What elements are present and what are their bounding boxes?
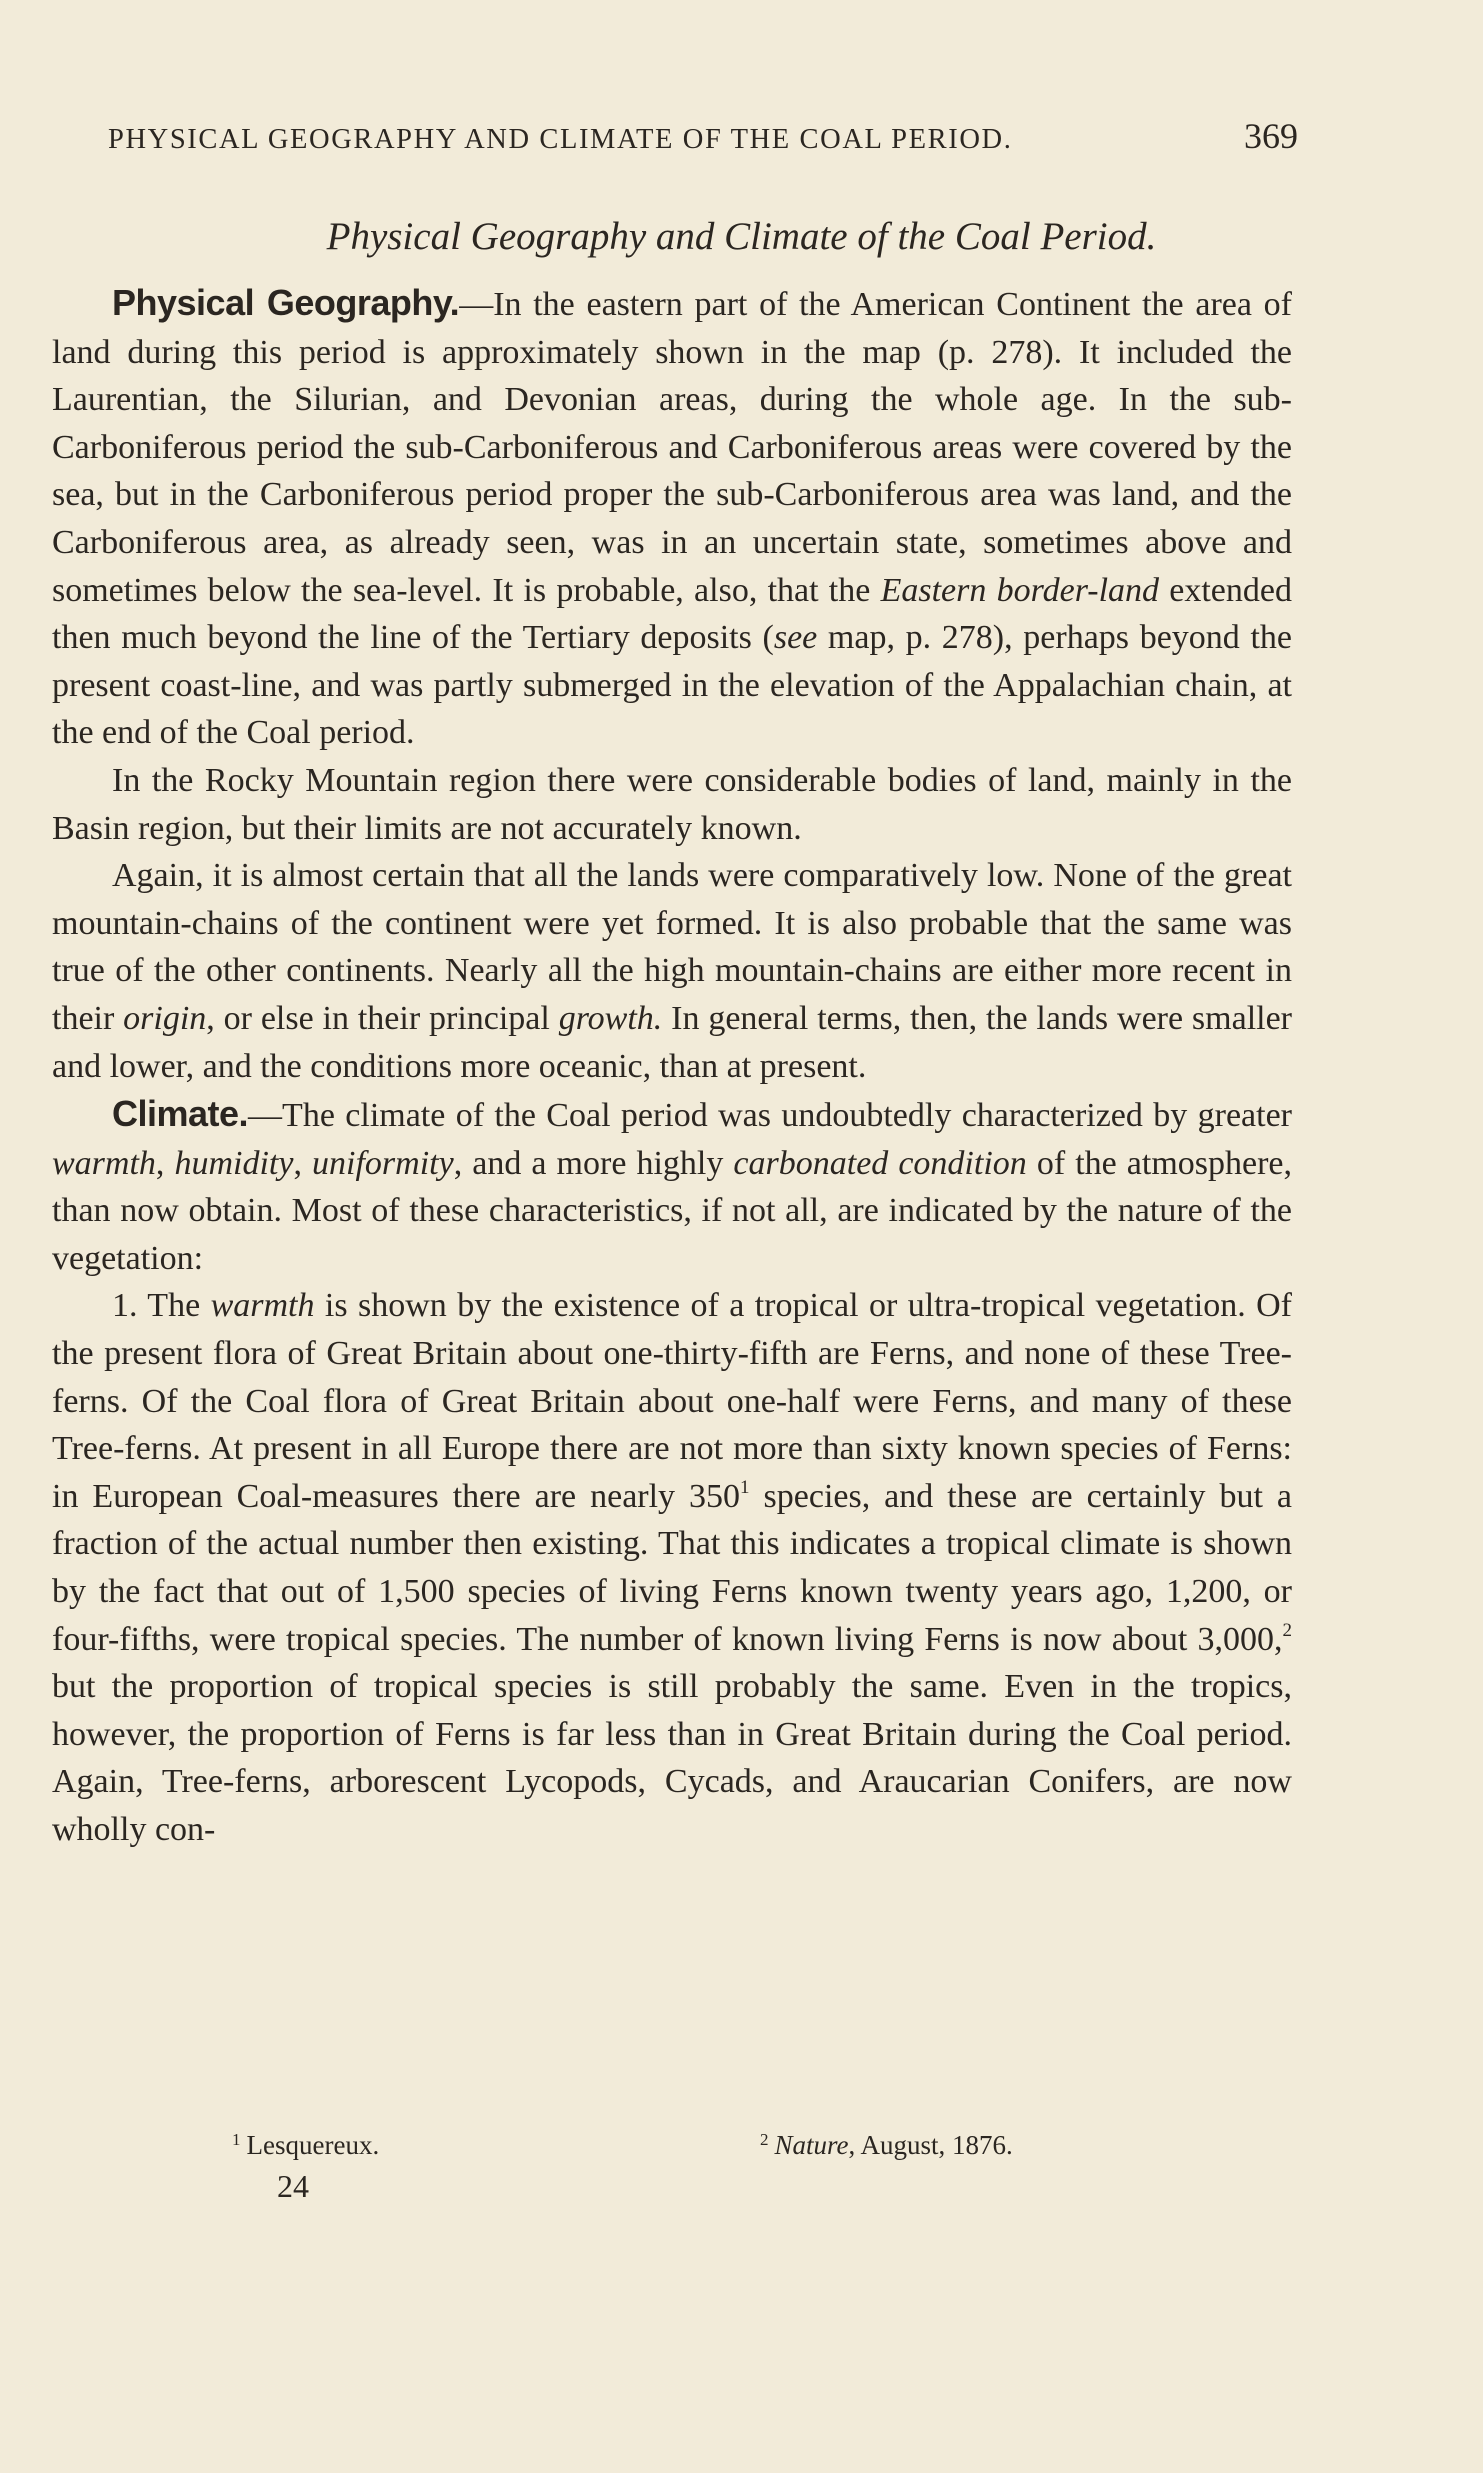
- footnote-ref-1: 1: [740, 1476, 750, 1498]
- paragraph-climate: [52, 1090, 1292, 1282]
- text-run: , and a more highly: [453, 1144, 734, 1182]
- run-in-heading-physical-geography: Physical Geography.: [112, 282, 460, 323]
- italic-term: humidity: [174, 1144, 294, 1182]
- footnote-marker: 2: [760, 2130, 769, 2149]
- italic-term: see: [773, 619, 818, 657]
- paragraph-warmth: [52, 1282, 1292, 1853]
- text-run: 1. The: [112, 1287, 211, 1325]
- text-run: map, p. 278), perhaps beyond the present coast-line, and was partly submerged in the elevation of the Appalachian chain, at the end of the Coal period.: [52, 619, 1293, 752]
- footnote-marker: 1: [232, 2130, 241, 2149]
- section-title: Physical Geography and Climate of the Coal Period.: [326, 215, 1157, 258]
- text-run: ,: [293, 1144, 313, 1182]
- text-run: species, and these are certainly but a fraction of the actual number then existing. That this indicates a tropical climate is shown by the fact that out of 1,500 species of living Ferns known twenty years ago, 1,200, or four-fifths, were tropical species. The number of known living Ferns is now about 3,000,: [52, 1477, 1293, 1658]
- footnote-ref-2: 2: [1282, 1619, 1292, 1641]
- italic-term: origin: [123, 999, 207, 1037]
- footnote-italic: Nature: [774, 2130, 849, 2160]
- text-run: is shown by the existence of a tropical or ultra-tropical vegetation. Of the present flora of Great Britain about one-thirty-fifth are Ferns, and none of these Tree-ferns. Of the Coal flora of Great Britain about one-half were Ferns, and many of these Tree-ferns. At present in all Europe there are not more than sixty known species of Ferns: in European Coal-measures there are nearly 350: [52, 1287, 1292, 1515]
- text-run: Again, it is almost certain that all the lands were comparatively low. None of the great mountain-chains of the continent were yet formed. It is also probable that the same was true of the other continents. Nearly all the high mountain-chains are either more recent in their: [52, 857, 1292, 1037]
- body-text: [52, 279, 1292, 1854]
- italic-term: carbonated condition: [733, 1144, 1027, 1182]
- footnote-text: , August, 1876.: [848, 2130, 1013, 2160]
- italic-term: uniformity: [312, 1144, 454, 1182]
- text-run: of the atmosphere, than now obtain. Most of these characteristics, if not all, are indicated by the nature of the vegetation:: [52, 1144, 1293, 1277]
- italic-term: growth.: [558, 999, 663, 1037]
- signature-mark: 24: [277, 2168, 309, 2204]
- text-run: , or else in their principal: [206, 999, 559, 1037]
- footnote-2: [760, 2130, 1013, 2161]
- running-title: PHYSICAL GEOGRAPHY AND CLIMATE OF THE COAL PERIOD.: [108, 124, 1013, 155]
- text-run: extended then much beyond the line of the Tertiary deposits (: [52, 571, 1292, 657]
- footnote-text: Lesquereux.: [246, 2130, 380, 2160]
- running-head: [108, 115, 1298, 157]
- page-number: 369: [1244, 116, 1298, 156]
- italic-term: Eastern border-land: [880, 571, 1160, 609]
- text-run: ,: [155, 1144, 175, 1182]
- text-run: —In the eastern part of the American Continent the area of land during this period is approximately shown in the map (p. 278). It included the Laurentian, the Silurian, and Devonian areas, during the whole age. In the sub-Carboniferous period the sub-Carboniferous and Carboniferous areas were covered by the sea, but in the Carboniferous period proper the sub-Carboniferous area was land, and the Carboniferous area, as already seen, was in an uncertain state, sometimes above and sometimes below the sea-level. It is probable, also, that the: [52, 286, 1292, 609]
- run-in-heading-climate: Climate.: [112, 1093, 249, 1135]
- italic-term: warmth: [210, 1287, 315, 1325]
- paragraph-physical-geography: [52, 279, 1292, 757]
- paragraph-lands-low: [52, 852, 1292, 1090]
- paragraph-rocky-mountain: In the Rocky Mountain region there were considerable bodies of land, mainly in the Basin region, but their limits are not accurately known.: [52, 761, 1292, 847]
- text-run: but the proportion of tropical species is still probably the same. Even in the tropics, however, the proportion of Ferns is far less than in Great Britain during the Coal period. Again, Tree-ferns, arborescent Lycopods, Cycads, and Araucarian Conifers, are now wholly con-: [52, 1668, 1292, 1848]
- italic-term: warmth: [52, 1144, 156, 1182]
- footnote-1: [232, 2130, 379, 2161]
- text-run: —The climate of the Coal period was undoubtedly characterized by greater: [248, 1097, 1292, 1135]
- text-run: In general terms, then, the lands were smaller and lower, and the conditions more oceanic, than at present.: [52, 999, 1293, 1085]
